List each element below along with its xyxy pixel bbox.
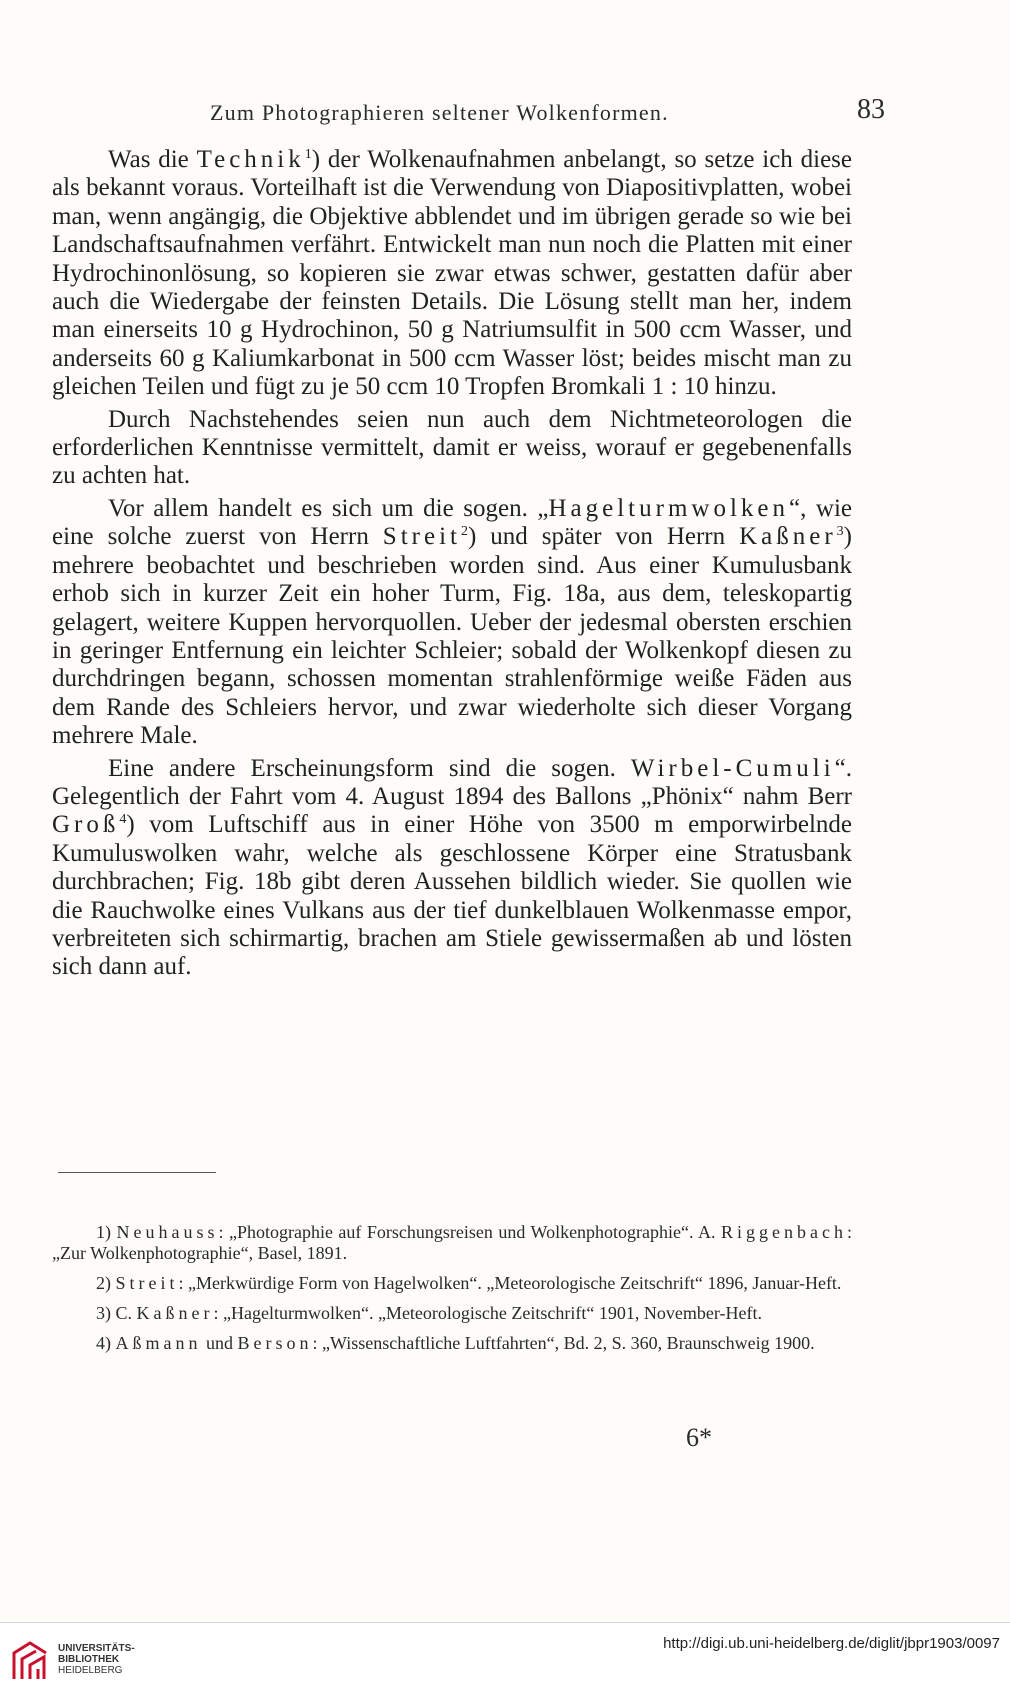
text-run: “, wie eine solche zuerst von Herrn — [52, 494, 852, 551]
footnote-ref: 3 — [836, 524, 844, 540]
footnote-4 — [52, 1333, 852, 1354]
spaced-word: Groß — [52, 811, 120, 839]
footnote-divider — [58, 1172, 216, 1173]
spaced-word: Aßmann — [115, 1333, 202, 1353]
permalink-url[interactable]: http://digi.ub.uni-heidelberg.de/diglit/jbpr1903/0097 — [663, 1635, 1000, 1652]
text-run: : „Photographie auf Forschungsreisen und Wolkenphotographie“. A. — [218, 1222, 721, 1242]
text-run: : „Zur Wolkenphotographie“, Basel, 1891. — [52, 1222, 852, 1263]
library-name-line: BIBLIOTHEK — [58, 1654, 120, 1665]
footnotes — [52, 1222, 852, 1363]
spaced-word: Streit — [115, 1273, 179, 1293]
text-run: ) der Wolkenaufnahmen anbelangt, so setze ich diese als bekannt voraus. Vorteilhaft ist die Verwendung von Diapositivplatten, wobei man, wenn angängig, die Objektive abblendet und im übrigen gerade so wie bei Landschaftsaufnahmen verfährt. Entwickelt man nun noch die Platten mit einer Hydrochinonlösung, so kopieren sie zwar etwas schwer, gestatten dafür aber auch die Wiedergabe der feinsten Details. Die Lösung stellt man her, indem man einerseits 10 g Hydrochinon, 50 g Natriumsulfit in 500 ccm Wasser, und anderseits 60 g Kaliumkarbonat in 500 ccm Wasser löst; beides mischt man zu gleichen Teilen und fügt zu je 50 ccm 10 Tropfen Bromkali 1 : 10 hinzu. — [52, 146, 852, 401]
spaced-word: Riggenbach — [721, 1222, 847, 1242]
text-run: Was die — [108, 146, 197, 173]
spaced-word: Neuhauss — [116, 1222, 219, 1242]
signature-mark: 6* — [686, 1423, 712, 1452]
paragraph-nichtmeteorologen: Durch Nachstehendes seien nun auch dem Nichtmeteorologen die erforderlichen Kenntnisse vermittelt, damit er weiss, worauf er gegebenenfalls zu achten hat. — [52, 405, 852, 490]
footnote-ref: 4 — [119, 812, 127, 828]
spaced-word: Technik — [196, 146, 305, 173]
library-name-line: HEIDELBERG — [58, 1665, 123, 1676]
text-run: “. Gelegentlich der Fahrt vom 4. August 1894 des Ballons „Phönix“ nahm Berr — [52, 754, 852, 810]
paragraph-technik — [52, 146, 852, 402]
text-run: Vor allem handelt es sich um die sogen. „ — [108, 494, 549, 522]
spaced-word: Kaßner — [739, 523, 837, 551]
text-run: und — [201, 1333, 238, 1353]
body-text — [52, 146, 852, 986]
page-number: 83 — [857, 94, 885, 125]
footer-bar — [0, 1622, 1010, 1695]
footnote-marker: 3) — [96, 1303, 111, 1323]
footnote-marker: 2) — [96, 1273, 111, 1293]
library-name — [58, 1643, 135, 1676]
footnote-3 — [52, 1303, 852, 1324]
text-run: ) und später von Herrn — [467, 523, 740, 551]
text-run: ) mehrere beobachtet und beschrieben worden sind. Aus einer Kumulusbank erhob sich in kurzer Zeit ein hoher Turm, Fig. 18a, aus dem, teleskopartig gelagert, weitere Kuppen hervorquollen. Ueber der jedesmal obersten erschien in geringer Entfernung ein leichter Schleier; sobald der Wolkenkopf diesen zu durchdringen begann, schossen momentan strahlenförmige weiße Fäden aus dem Rande des Schleiers hervor, und zwar wiederholte sich dieser Vorgang mehrere Male. — [52, 523, 852, 750]
text-run: C. — [115, 1303, 137, 1323]
running-title: Zum Photographieren seltener Wolkenformen. — [210, 100, 669, 125]
text-run: ) vom Luftschiff aus in einer Höhe von 3500 m emporwirbelnde Kumuluswolken wahr, welche als geschlossene Körper eine Stratusbank durchbrachen; Fig. 18b gibt deren Aussehen bildlich wieder. Sie quollen wie die Rauchwolke eines Vulkans aus der tief dunkelblauen Wolkenmasse empor, verbreiteten sich schirmartig, brachen am Stiele gewissermaßen ab und lösten sich dann auf. — [52, 811, 852, 981]
footnote-marker: 4) — [96, 1333, 111, 1353]
text-run: Eine andere Erscheinungsform sind die sogen. — [108, 754, 631, 782]
footnote-marker: 1) — [96, 1222, 111, 1242]
paragraph-wirbel-cumuli — [52, 755, 852, 982]
footnote-1 — [52, 1222, 852, 1264]
running-head — [50, 94, 885, 130]
spaced-word: Kaßner — [136, 1303, 214, 1323]
text-run: : „Wissenschaftliche Luftfahrten“, Bd. 2, S. 360, Braunschweig 1900. — [312, 1333, 815, 1353]
paragraph-hagelturmwolken — [52, 495, 852, 751]
university-library-logo-icon[interactable] — [10, 1639, 50, 1683]
text-run: : „Merkwürdige Form von Hagelwolken“. „Meteorologische Zeitschrift“ 1896, Januar-Heft. — [178, 1273, 842, 1293]
spaced-word: Hagelturmwolken — [548, 494, 789, 522]
spaced-word: Streit — [382, 523, 461, 551]
spaced-word: Berson — [237, 1333, 313, 1353]
footnote-2 — [52, 1273, 852, 1294]
text-run: : „Hagelturmwolken“. „Meteorologische Zeitschrift“ 1901, November-Heft. — [213, 1303, 762, 1323]
footnote-ref: 2 — [460, 524, 468, 540]
spaced-word: Wirbel-Cumuli — [630, 754, 835, 782]
footnote-ref: 1 — [304, 147, 312, 162]
library-name-line: UNIVERSITÄTS- — [58, 1643, 135, 1654]
